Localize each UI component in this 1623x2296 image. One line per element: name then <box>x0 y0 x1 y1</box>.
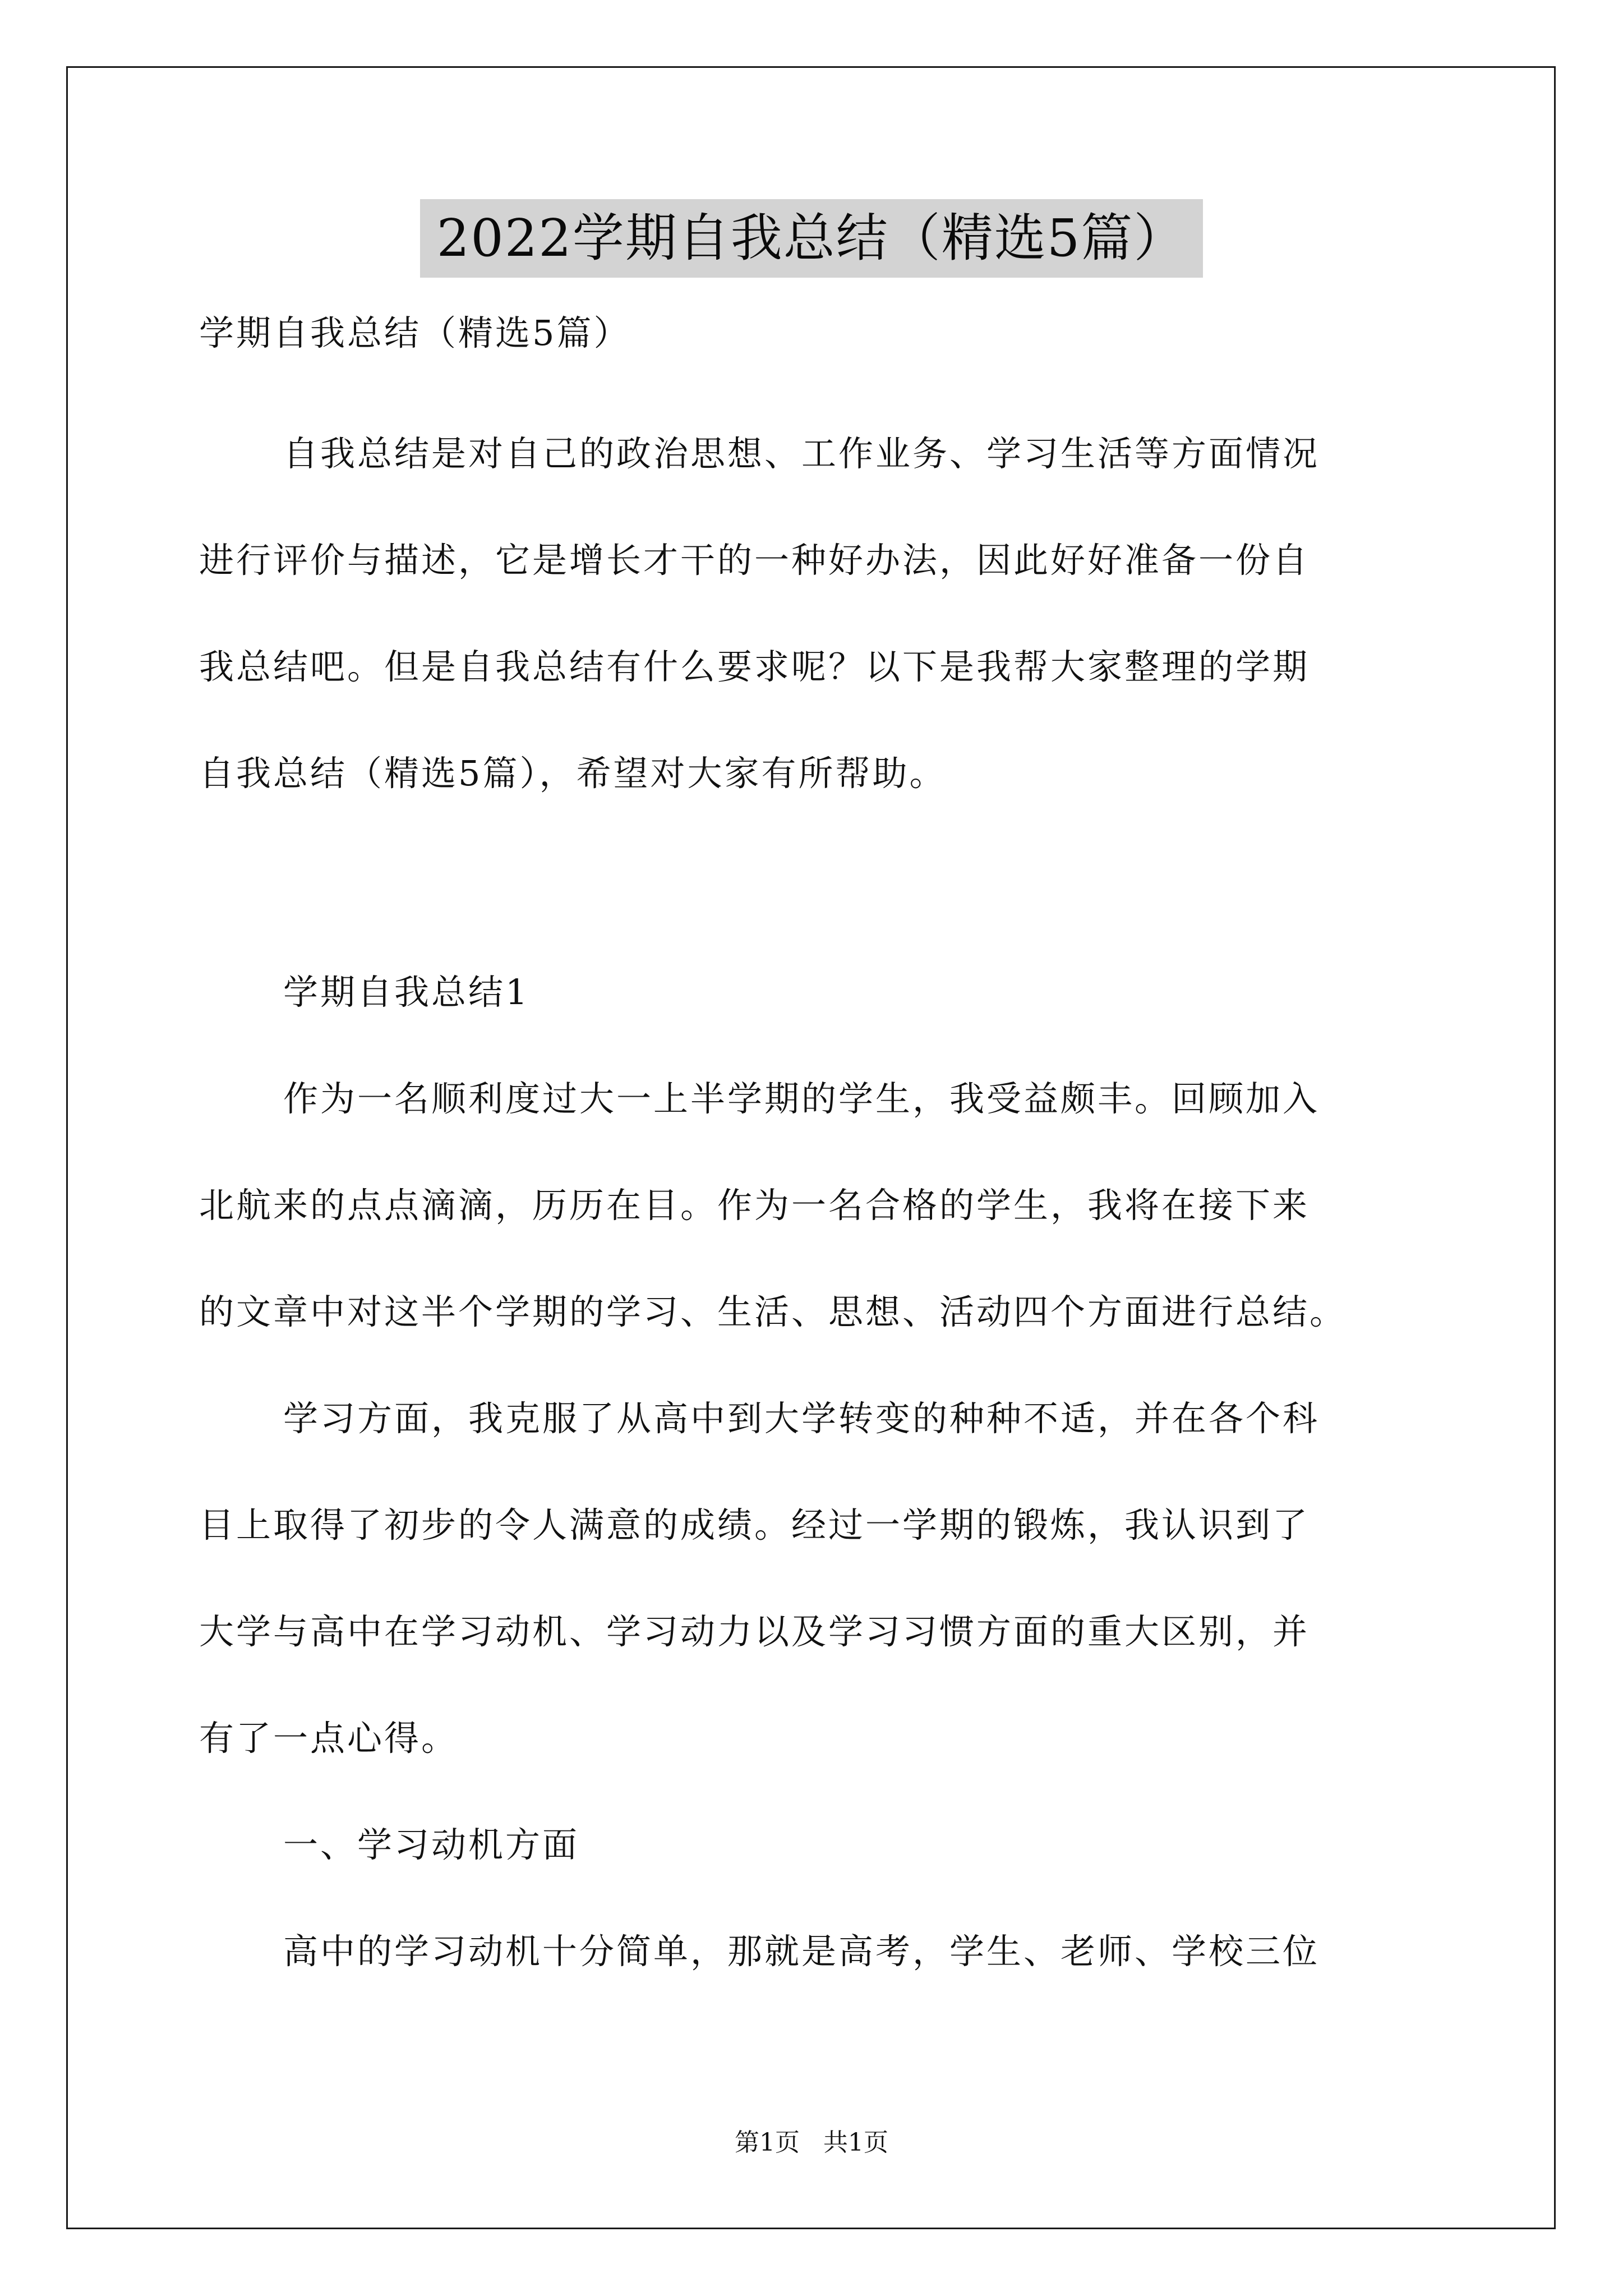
paragraph-line: 北航来的点点滴滴，历历在目。作为一名合格的学生，我将在接下来 <box>199 1185 1310 1226</box>
paragraph-line: 自我总结是对自己的政治思想、工作业务、学习生活等方面情况 <box>283 433 1320 474</box>
page-border <box>66 66 1556 2229</box>
paragraph-line: 进行评价与描述，它是增长才干的一种好办法，因此好好准备一份自 <box>199 540 1310 581</box>
paragraph-line: 学习方面，我克服了从高中到大学转变的种种不适，并在各个科 <box>283 1398 1320 1439</box>
page-footer <box>0 2129 1623 2157</box>
section-heading: 学期自我总结1 <box>283 972 530 1013</box>
paragraph-line: 目上取得了初步的令人满意的成绩。经过一学期的锻炼，我认识到了 <box>199 1504 1310 1545</box>
paragraph-line: 自我总结（精选5篇），希望对大家有所帮助。 <box>199 753 947 794</box>
document-title: 2022学期自我总结（精选5篇） <box>420 199 1204 278</box>
title-container <box>0 199 1623 278</box>
paragraph-line: 有了一点心得。 <box>199 1718 459 1759</box>
page-total: 共1页 <box>823 2128 888 2157</box>
paragraph-line: 的文章中对这半个学期的学习、生活、思想、活动四个方面进行总结。 <box>199 1291 1347 1332</box>
subtitle-line: 学期自我总结（精选5篇） <box>199 312 631 353</box>
paragraph-line: 我总结吧。但是自我总结有什么要求呢？以下是我帮大家整理的学期 <box>199 646 1310 687</box>
paragraph-line: 高中的学习动机十分简单，那就是高考，学生、老师、学校三位 <box>283 1931 1320 1972</box>
paragraph-line: 作为一名顺利度过大一上半学期的学生，我受益颇丰。回顾加入 <box>283 1078 1320 1119</box>
page-number: 第1页 <box>735 2128 800 2157</box>
subsection-heading: 一、学习动机方面 <box>283 1824 580 1865</box>
paragraph-line: 大学与高中在学习动机、学习动力以及学习习惯方面的重大区别，并 <box>199 1611 1310 1652</box>
